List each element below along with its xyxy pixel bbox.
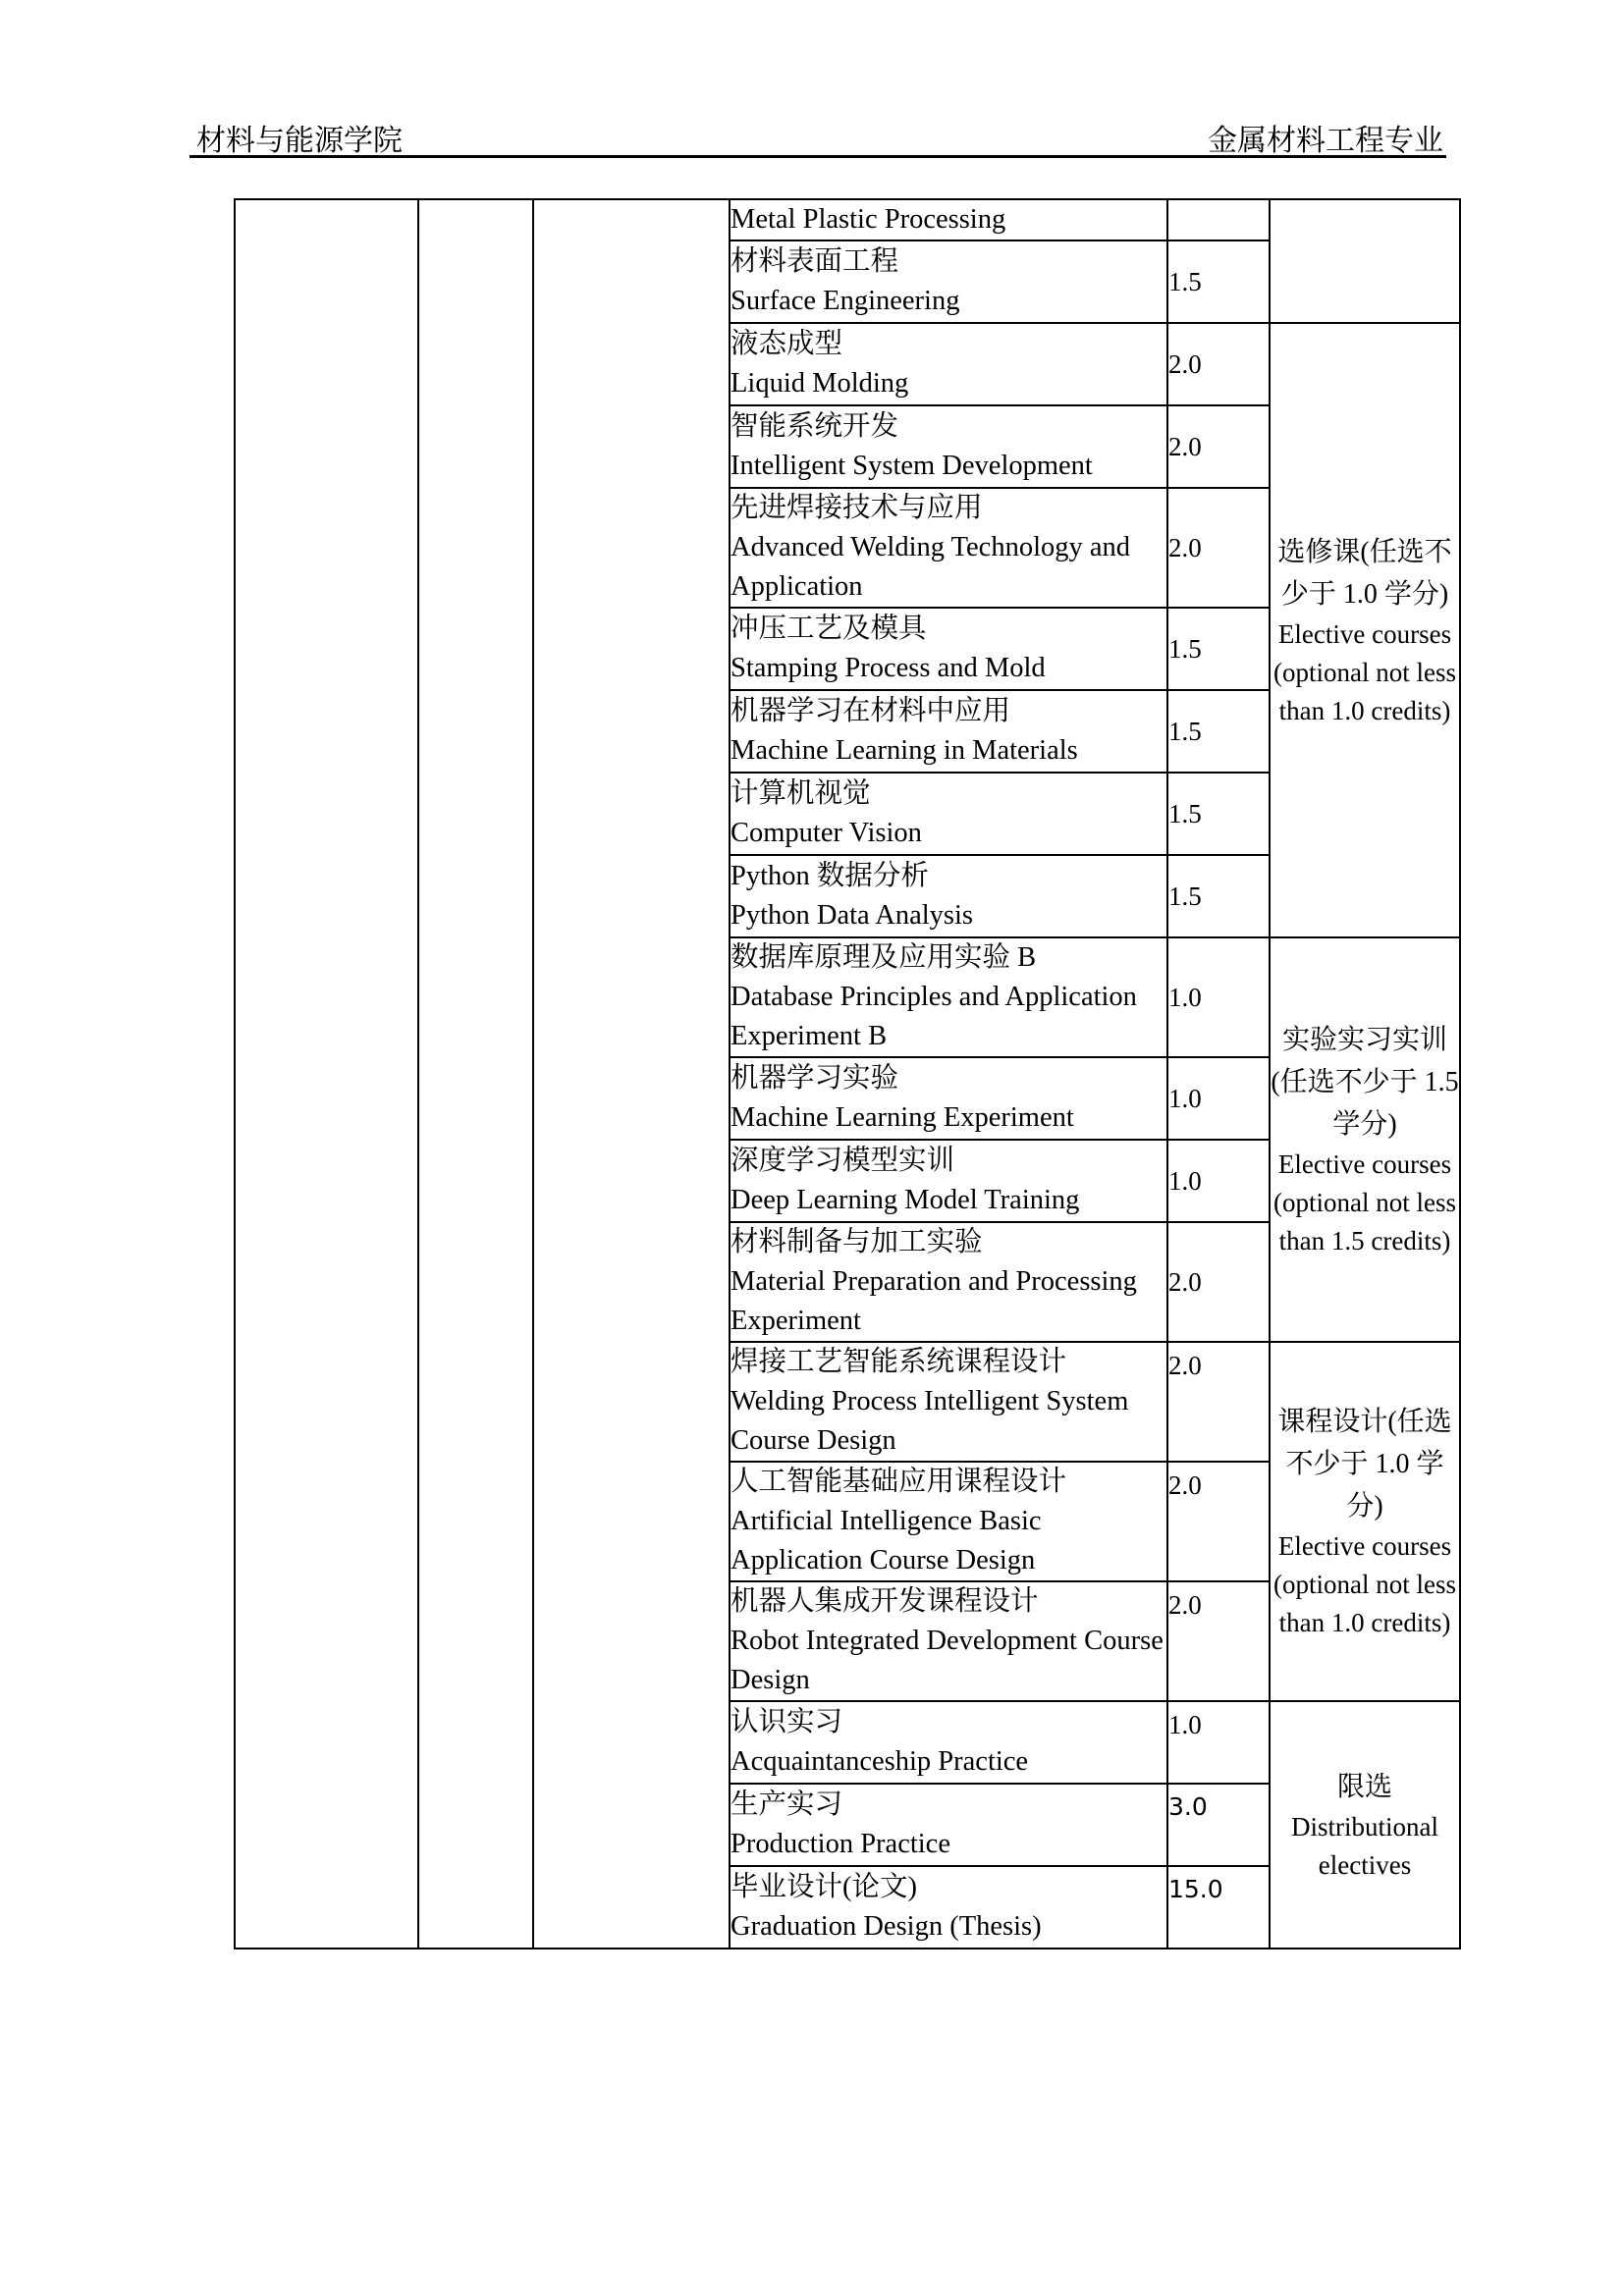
course-name-cell: [730, 1866, 1167, 1949]
credit-cell: 2.0: [1167, 323, 1270, 405]
course-name-en: Metal Plastic Processing: [731, 204, 1006, 235]
course-name-cell: [730, 1462, 1167, 1581]
course-name-en: Material Preparation and Processing Experiment: [731, 1266, 1137, 1336]
course-name-zh: 机器学习实验: [731, 1063, 899, 1094]
course-name-cell: [730, 1222, 1167, 1342]
course-name-zh: 认识实习: [731, 1707, 843, 1737]
category-label-en: Elective courses (optional not less than 1.0 credits): [1273, 618, 1456, 725]
course-name-zh: 人工智能基础应用课程设计: [731, 1467, 1067, 1497]
course-name-en: Acquaintanceship Practice: [731, 1746, 1029, 1777]
empty-column-1: [235, 199, 418, 1949]
course-name-en: Python Data Analysis: [731, 900, 973, 931]
credit-cell: 1.0: [1167, 1701, 1270, 1784]
course-name-en: Advanced Welding Technology and Application: [731, 532, 1131, 602]
category-cell-elective: [1270, 323, 1460, 937]
course-name-en: Liquid Molding: [731, 368, 909, 399]
category-label-en: Distributional electives: [1291, 1811, 1438, 1880]
course-name-zh: 生产实习: [731, 1789, 843, 1820]
course-table: [234, 198, 1461, 1949]
empty-column-3: [533, 199, 730, 1949]
course-name-zh: 冲压工艺及模具: [731, 614, 927, 644]
course-name-cell: [730, 1701, 1167, 1784]
category-label-zh: 选修课(任选不少于 1.0 学分): [1277, 536, 1452, 610]
credit-cell: 2.0: [1167, 1222, 1270, 1342]
course-name-en: Intelligent System Development: [731, 451, 1093, 481]
credit-cell: 2.0: [1167, 405, 1270, 488]
course-name-cell: [730, 937, 1167, 1057]
course-name-zh: 机器人集成开发课程设计: [731, 1586, 1039, 1617]
course-name-cell: [730, 405, 1167, 488]
course-name-cell: [730, 1784, 1167, 1866]
credit-cell: 2.0: [1167, 1462, 1270, 1581]
course-name-en: Stamping Process and Mold: [731, 653, 1046, 683]
credit-cell: 2.0: [1167, 488, 1270, 608]
credit-cell: 1.5: [1167, 240, 1270, 323]
course-name-en: Robot Integrated Development Course Design: [731, 1626, 1164, 1695]
course-name-zh: 液态成型: [731, 329, 843, 359]
course-name-zh: 材料制备与加工实验: [731, 1227, 983, 1257]
course-name-cell: [730, 1342, 1167, 1462]
course-name-en: Machine Learning in Materials: [731, 735, 1078, 766]
course-name-zh: 数据库原理及应用实验 B: [731, 942, 1037, 973]
category-label-en: Elective courses (optional not less than 1.0 credits): [1273, 1531, 1456, 1637]
course-name-cell: [730, 690, 1167, 773]
course-name-cell: [730, 1057, 1167, 1140]
course-name-cell: [730, 608, 1167, 690]
empty-column-2: [418, 199, 533, 1949]
credit-cell: 1.5: [1167, 855, 1270, 937]
credit-cell: 1.5: [1167, 608, 1270, 690]
course-name-zh: 先进焊接技术与应用: [731, 493, 983, 523]
course-name-zh: 焊接工艺智能系统课程设计: [731, 1347, 1067, 1377]
header-divider: [189, 155, 1446, 158]
course-name-zh: 计算机视觉: [731, 778, 871, 809]
category-cell-distributional: [1270, 1701, 1460, 1949]
course-name-en: Artificial Intelligence Basic Application Course Design: [731, 1506, 1042, 1575]
course-name-en: Welding Process Intelligent System Course Design: [731, 1386, 1129, 1456]
course-name-cell: [730, 855, 1167, 937]
course-name-zh: 毕业设计(论文): [731, 1872, 917, 1902]
credit-cell: 2.0: [1167, 1581, 1270, 1701]
course-name-cell: [730, 240, 1167, 323]
course-name-cell: [730, 488, 1167, 608]
header-college: 材料与能源学院: [196, 124, 403, 158]
credit-cell: 2.0: [1167, 1342, 1270, 1462]
course-name-cell: [730, 323, 1167, 405]
course-name-zh: 材料表面工程: [731, 246, 899, 277]
category-cell-empty: [1270, 199, 1460, 323]
course-name-en: Computer Vision: [731, 818, 922, 848]
course-name-zh: 智能系统开发: [731, 411, 899, 442]
header-major: 金属材料工程专业: [1208, 124, 1443, 158]
credit-cell: 1.5: [1167, 690, 1270, 773]
course-name-zh: Python 数据分析: [731, 861, 929, 891]
course-name-zh: 机器学习在材料中应用: [731, 696, 1011, 726]
category-label-zh: 限选: [1336, 1771, 1392, 1802]
category-label-zh: 实验实习实训(任选不少于 1.5 学分): [1271, 1025, 1459, 1140]
category-label-zh: 课程设计(任选不少于 1.0 学分): [1277, 1407, 1452, 1522]
credit-cell: [1167, 199, 1270, 240]
course-name-en: Graduation Design (Thesis): [731, 1911, 1042, 1942]
category-label-en: Elective courses (optional not less than 1.5 credits): [1273, 1149, 1456, 1255]
course-name-zh: 深度学习模型实训: [731, 1146, 955, 1176]
category-cell-course-design: [1270, 1342, 1460, 1701]
course-name-cell: [730, 1140, 1167, 1222]
credit-cell: 1.0: [1167, 1057, 1270, 1140]
table-row: [235, 199, 1460, 240]
course-name-en: Machine Learning Experiment: [731, 1102, 1074, 1133]
credit-cell: 15.0: [1167, 1866, 1270, 1949]
course-name-cell: [730, 1581, 1167, 1701]
course-name-cell: [730, 773, 1167, 855]
credit-cell: 1.5: [1167, 773, 1270, 855]
course-name-en: Production Practice: [731, 1829, 950, 1859]
credit-cell: 1.0: [1167, 937, 1270, 1057]
credit-cell: 3.0: [1167, 1784, 1270, 1866]
category-cell-experiment: [1270, 937, 1460, 1342]
credit-cell: 1.0: [1167, 1140, 1270, 1222]
course-name-en: Deep Learning Model Training: [731, 1185, 1080, 1215]
course-name-cell: [730, 199, 1167, 240]
course-name-en: Surface Engineering: [731, 286, 960, 316]
course-name-en: Database Principles and Application Experiment B: [731, 982, 1137, 1051]
